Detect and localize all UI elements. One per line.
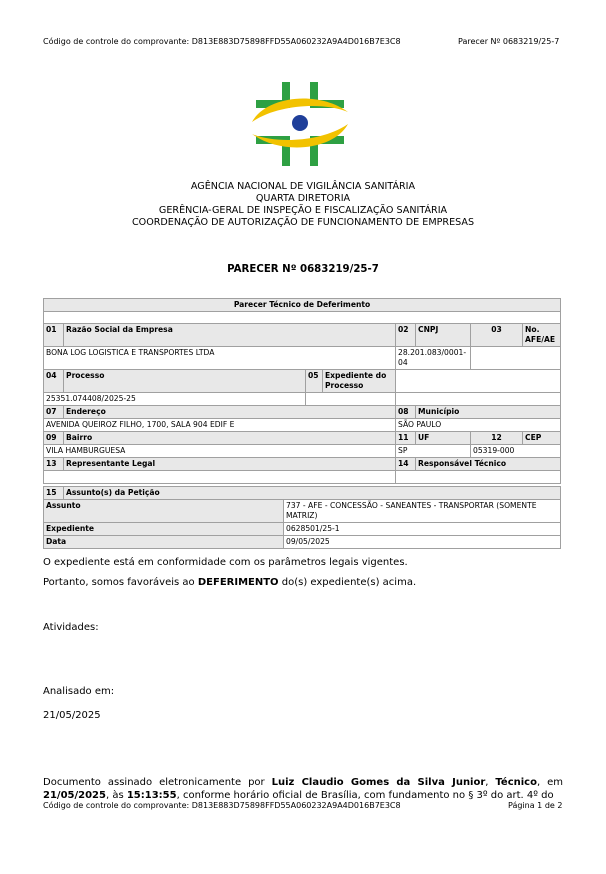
field-07-label: Endereço xyxy=(64,406,396,419)
field-03-label: No. AFE/AE xyxy=(523,324,561,347)
assunto-value: 737 - AFE - CONCESSÃO - SANEANTES - TRANSPORTAR (SOMENTE MATRIZ) xyxy=(284,500,561,523)
analisado-label: Analisado em: xyxy=(43,686,115,697)
favor-post: do(s) expediente(s) acima. xyxy=(278,577,417,588)
favor-pre: Portanto, somos favoráveis ao xyxy=(43,577,198,588)
representante-value xyxy=(44,471,396,484)
data-label: Data xyxy=(44,536,284,549)
sig-t4: , às xyxy=(105,790,127,801)
field-15-num: 15 xyxy=(44,487,64,500)
sig-t1: Documento assinado eletronicamente por xyxy=(43,777,272,788)
field-04-num: 04 xyxy=(44,370,64,393)
agency-line-2: QUARTA DIRETORIA xyxy=(255,193,351,204)
processo-value: 25351.074408/2025-25 xyxy=(44,393,306,406)
field-14-label: Responsável Técnico xyxy=(416,458,561,471)
form-spacer xyxy=(44,312,561,324)
form-section-title: Parecer Técnico de Deferimento xyxy=(44,299,561,312)
field-02-num: 02 xyxy=(396,324,416,347)
sig-time: 15:13:55 xyxy=(126,790,177,801)
field-12-label: CEP xyxy=(523,432,561,445)
empty-cell xyxy=(396,393,561,406)
field-01-num: 01 xyxy=(44,324,64,347)
field-04-label: Processo xyxy=(64,370,306,393)
data-value: 09/05/2025 xyxy=(284,536,561,549)
parecer-title: PARECER Nº 0683219/25-7 xyxy=(227,264,379,275)
field-08-num: 08 xyxy=(396,406,416,419)
field-11-label: UF xyxy=(416,432,471,445)
agency-line-3: GERÊNCIA-GERAL DE INSPEÇÃO E FISCALIZAÇÃO SANITÁRIA xyxy=(158,205,448,216)
parecer-form-table xyxy=(43,298,561,549)
control-code-footer: Código de controle do comprovante: D813E883D75898FFD55A060232A9A4D016B7E3C8 xyxy=(43,801,401,810)
agency-line-1: AGÊNCIA NACIONAL DE VIGILÂNCIA SANITÁRIA xyxy=(190,181,416,192)
cep-value: 05319-000 xyxy=(471,445,561,458)
municipio-value: SÃO PAULO xyxy=(396,419,561,432)
sig-t2: , xyxy=(485,777,496,788)
favor-bold: DEFERIMENTO xyxy=(197,577,279,588)
expediente-value: 0628501/25-1 xyxy=(284,523,561,536)
control-code-header: Código de controle do comprovante: D813E883D75898FFD55A060232A9A4D016B7E3C8 xyxy=(43,37,401,46)
signer-name: Luiz Claudio Gomes da Silva Junior xyxy=(271,777,486,788)
field-13-num: 13 xyxy=(44,458,64,471)
favor-text xyxy=(43,577,416,588)
page-number: Página 1 de 2 xyxy=(508,801,563,810)
field-07-num: 07 xyxy=(44,406,64,419)
conformity-text: O expediente está em conformidade com os parâmetros legais vigentes. xyxy=(43,557,408,568)
field-03-num: 03 xyxy=(471,324,523,347)
expediente-processo-value xyxy=(306,393,396,406)
sig-t3: , em xyxy=(536,777,563,788)
sig-t5: , conforme horário oficial de Brasília, com fundamento no § 3º do art. 4º do xyxy=(176,790,554,801)
field-09-num: 09 xyxy=(44,432,64,445)
field-14-num: 14 xyxy=(396,458,416,471)
signer-role: Técnico xyxy=(495,777,537,788)
cnpj-value: 28.201.083/0001-04 xyxy=(396,347,471,370)
signature-text xyxy=(43,776,563,802)
analisado-date: 21/05/2025 xyxy=(43,710,101,721)
field-15-label: Assunto(s) da Petição xyxy=(64,487,561,500)
agency-line-4: COORDENAÇÃO DE AUTORIZAÇÃO DE FUNCIONAMENTO DE EMPRESAS xyxy=(131,217,475,228)
empty-cell xyxy=(396,370,561,393)
field-13-label: Representante Legal xyxy=(64,458,396,471)
field-02-label: CNPJ xyxy=(416,324,471,347)
assunto-label: Assunto xyxy=(44,500,284,523)
expediente-label: Expediente xyxy=(44,523,284,536)
endereco-value: AVENIDA QUEIROZ FILHO, 1700, SALA 904 EDIF E xyxy=(44,419,396,432)
field-12-num: 12 xyxy=(471,432,523,445)
field-11-num: 11 xyxy=(396,432,416,445)
razao-social-value: BONA LOG LOGISTICA E TRANSPORTES LTDA xyxy=(44,347,396,370)
field-05-num: 05 xyxy=(306,370,323,392)
field-01-label: Razão Social da Empresa xyxy=(64,324,396,347)
atividades-label: Atividades: xyxy=(43,622,99,633)
field-05-label: Expediente do Processo xyxy=(324,371,387,390)
field-08-label: Município xyxy=(416,406,561,419)
afe-value xyxy=(471,347,561,370)
field-05-cell xyxy=(306,370,396,393)
anvisa-logo xyxy=(248,82,352,166)
bairro-value: VILA HAMBURGUESA xyxy=(44,445,396,458)
uf-value: SP xyxy=(396,445,471,458)
parecer-number-header: Parecer Nº 0683219/25-7 xyxy=(458,37,560,46)
field-09-label: Bairro xyxy=(64,432,396,445)
sig-date: 21/05/2025 xyxy=(43,790,106,801)
agency-header xyxy=(0,181,606,229)
responsavel-value xyxy=(396,471,561,484)
